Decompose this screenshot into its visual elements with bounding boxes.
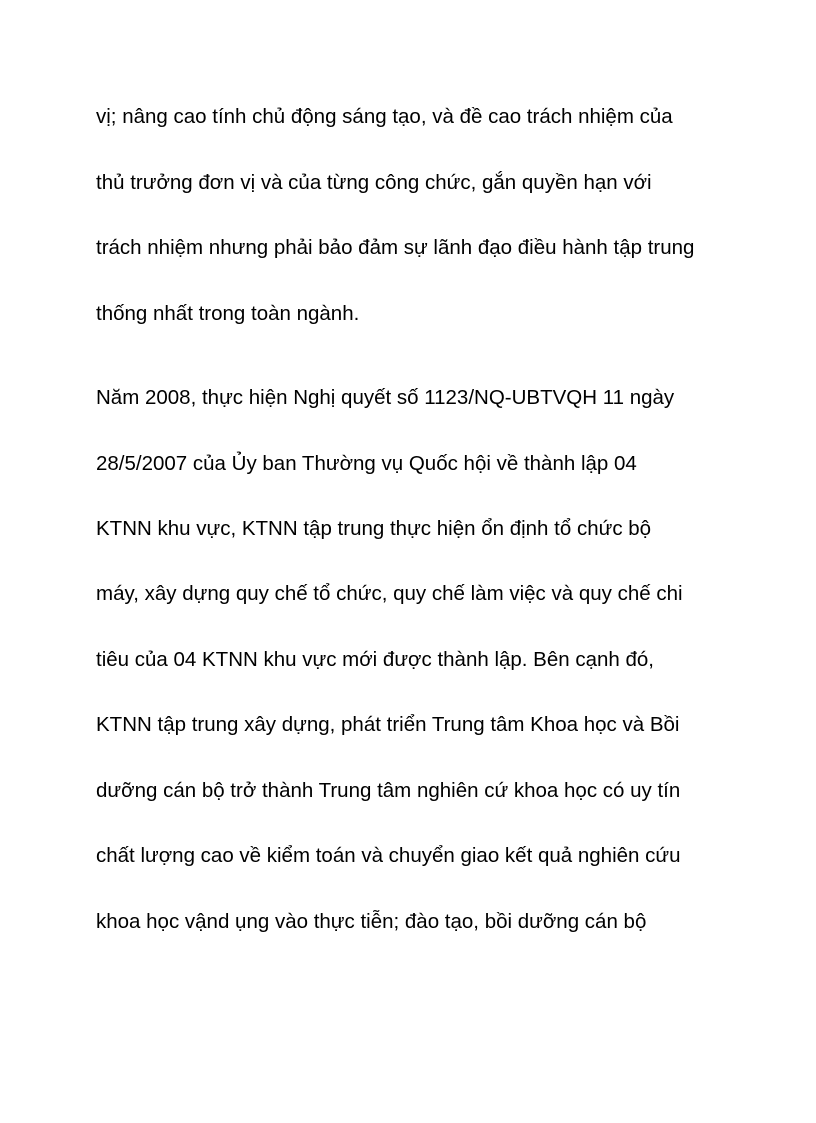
text-line: máy, xây dựng quy chế tổ chức, quy chế làm việc và quy chế chi [96, 582, 683, 605]
text-line: vị; nâng cao tính chủ động sáng tạo, và đề cao trách nhiệm của [96, 105, 673, 128]
text-line: Năm 2008, thực hiện Nghị quyết số 1123/NQ-UBTVQH 11 ngày [96, 386, 675, 409]
text-line: 28/5/2007 của Ủy ban Thường vụ Quốc hội về thành lập 04 [96, 452, 637, 475]
text-line: tiêu của 04 KTNN khu vực mới được thành lập. Bên cạnh đó, [96, 648, 655, 671]
text-line: khoa học vậnd ụng vào thực tiễn; đào tạo, bồi dưỡng cán bộ [96, 910, 647, 933]
text-line: KTNN khu vực, KTNN tập trung thực hiện ổn định tổ chức bộ [96, 517, 652, 540]
text-line: KTNN tập trung xây dựng, phát triển Trung tâm Khoa học và Bồi [96, 713, 680, 736]
text-line: trách nhiệm nhưng phải bảo đảm sự lãnh đạo điều hành tập trung [96, 236, 695, 259]
text-line: thống nhất trong toàn ngành. [96, 302, 360, 325]
text-line: thủ trưởng đơn vị và của từng công chức, gắn quyền hạn với [96, 171, 652, 194]
text-line: chất lượng cao về kiểm toán và chuyển giao kết quả nghiên cứu [96, 844, 681, 867]
text-line: dưỡng cán bộ trở thành Trung tâm nghiên cứ khoa học có uy tín [96, 779, 681, 802]
